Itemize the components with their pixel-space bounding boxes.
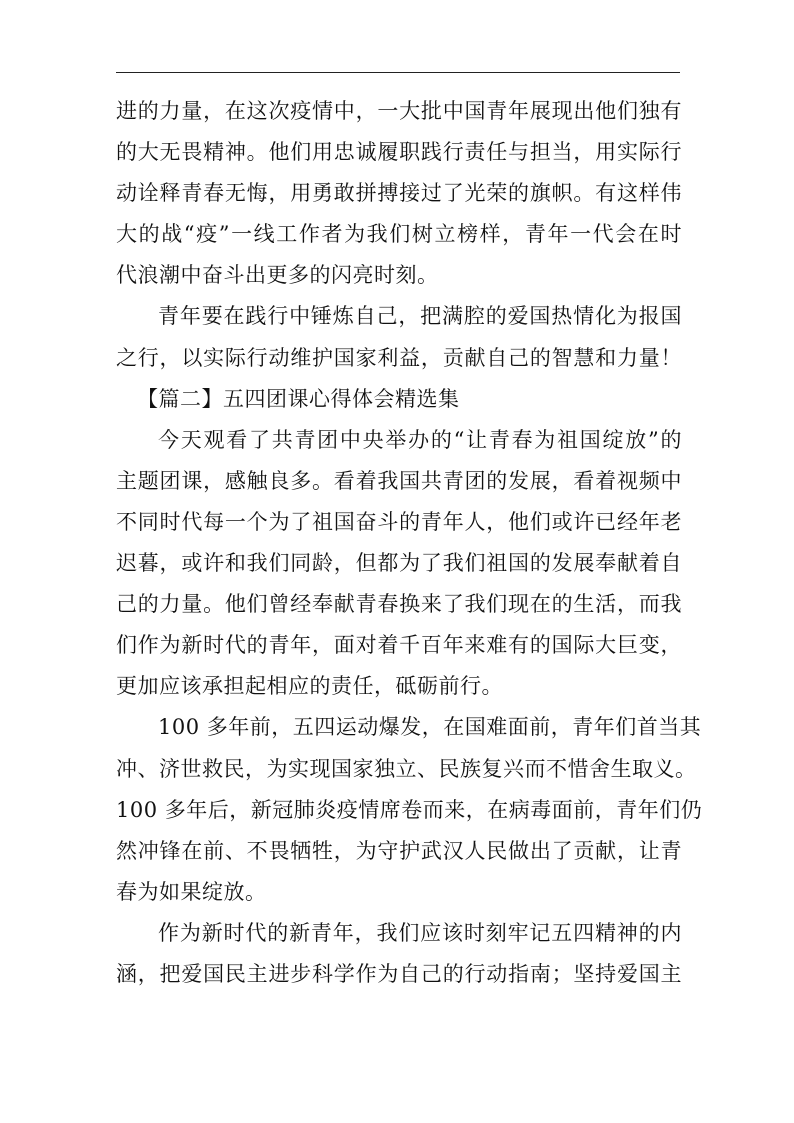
text-line: 们作为新时代的青年，面对着千百年来难有的国际大巨变， (116, 633, 682, 658)
text-line: 代浪潮中奋斗出更多的闪亮时刻。 (116, 263, 439, 288)
text-line: 100 多年后，新冠肺炎疫情席卷而来，在病毒面前，青年们仍 (116, 797, 703, 822)
paragraph-start-line: 作为新时代的新青年，我们应该时刻牢记五四精神的内 (158, 920, 682, 945)
paragraph-start-line: 青年要在践行中锤炼自己，把满腔的爱国热情化为报国 (158, 304, 682, 329)
paragraph-start-line: 100 多年前，五四运动爆发，在国难面前，青年们首当其 (158, 715, 702, 740)
text-line: 涵，把爱国民主进步科学作为自己的行动指南；坚持爱国主 (116, 961, 682, 986)
section-heading: 【篇二】五四团课心得体会精选集 (137, 386, 460, 411)
text-line: 冲、济世救民，为实现国家独立、民族复兴而不惜舍生取义。 (116, 756, 697, 781)
text-line: 然冲锋在前、不畏牺牲，为守护武汉人民做出了贡献，让青 (116, 838, 682, 863)
text-line: 的大无畏精神。他们用忠诚履职践行责任与担当，用实际行 (116, 140, 682, 165)
text-line: 动诠释青春无悔，用勇敢拼搏接过了光荣的旗帜。有这样伟 (116, 181, 682, 206)
paragraph-start-line: 今天观看了共青团中央举办的“让青春为祖国绽放”的 (158, 427, 682, 452)
text-line: 进的力量，在这次疫情中，一大批中国青年展现出他们独有 (116, 99, 682, 123)
text-line: 更加应该承担起相应的责任，砥砺前行。 (116, 674, 503, 699)
text-line: 之行，以实际行动维护国家利益，贡献自己的智慧和力量！ (116, 345, 682, 370)
text-line: 己的力量。他们曾经奉献青春换来了我们现在的生活，而我 (116, 592, 682, 617)
text-line: 春为如果绽放。 (116, 879, 267, 904)
text-line: 大的战“疫”一线工作者为我们树立榜样，青年一代会在时 (116, 222, 682, 247)
document-body (116, 91, 703, 995)
text-line: 迟暮，或许和我们同龄，但都为了我们祖国的发展奉献着自 (116, 551, 682, 576)
header-rule (116, 72, 680, 73)
text-line: 不同时代每一个为了祖国奋斗的青年人，他们或许已经年老 (116, 509, 682, 534)
text-line: 主题团课，感触良多。看着我国共青团的发展，看着视频中 (116, 468, 682, 493)
